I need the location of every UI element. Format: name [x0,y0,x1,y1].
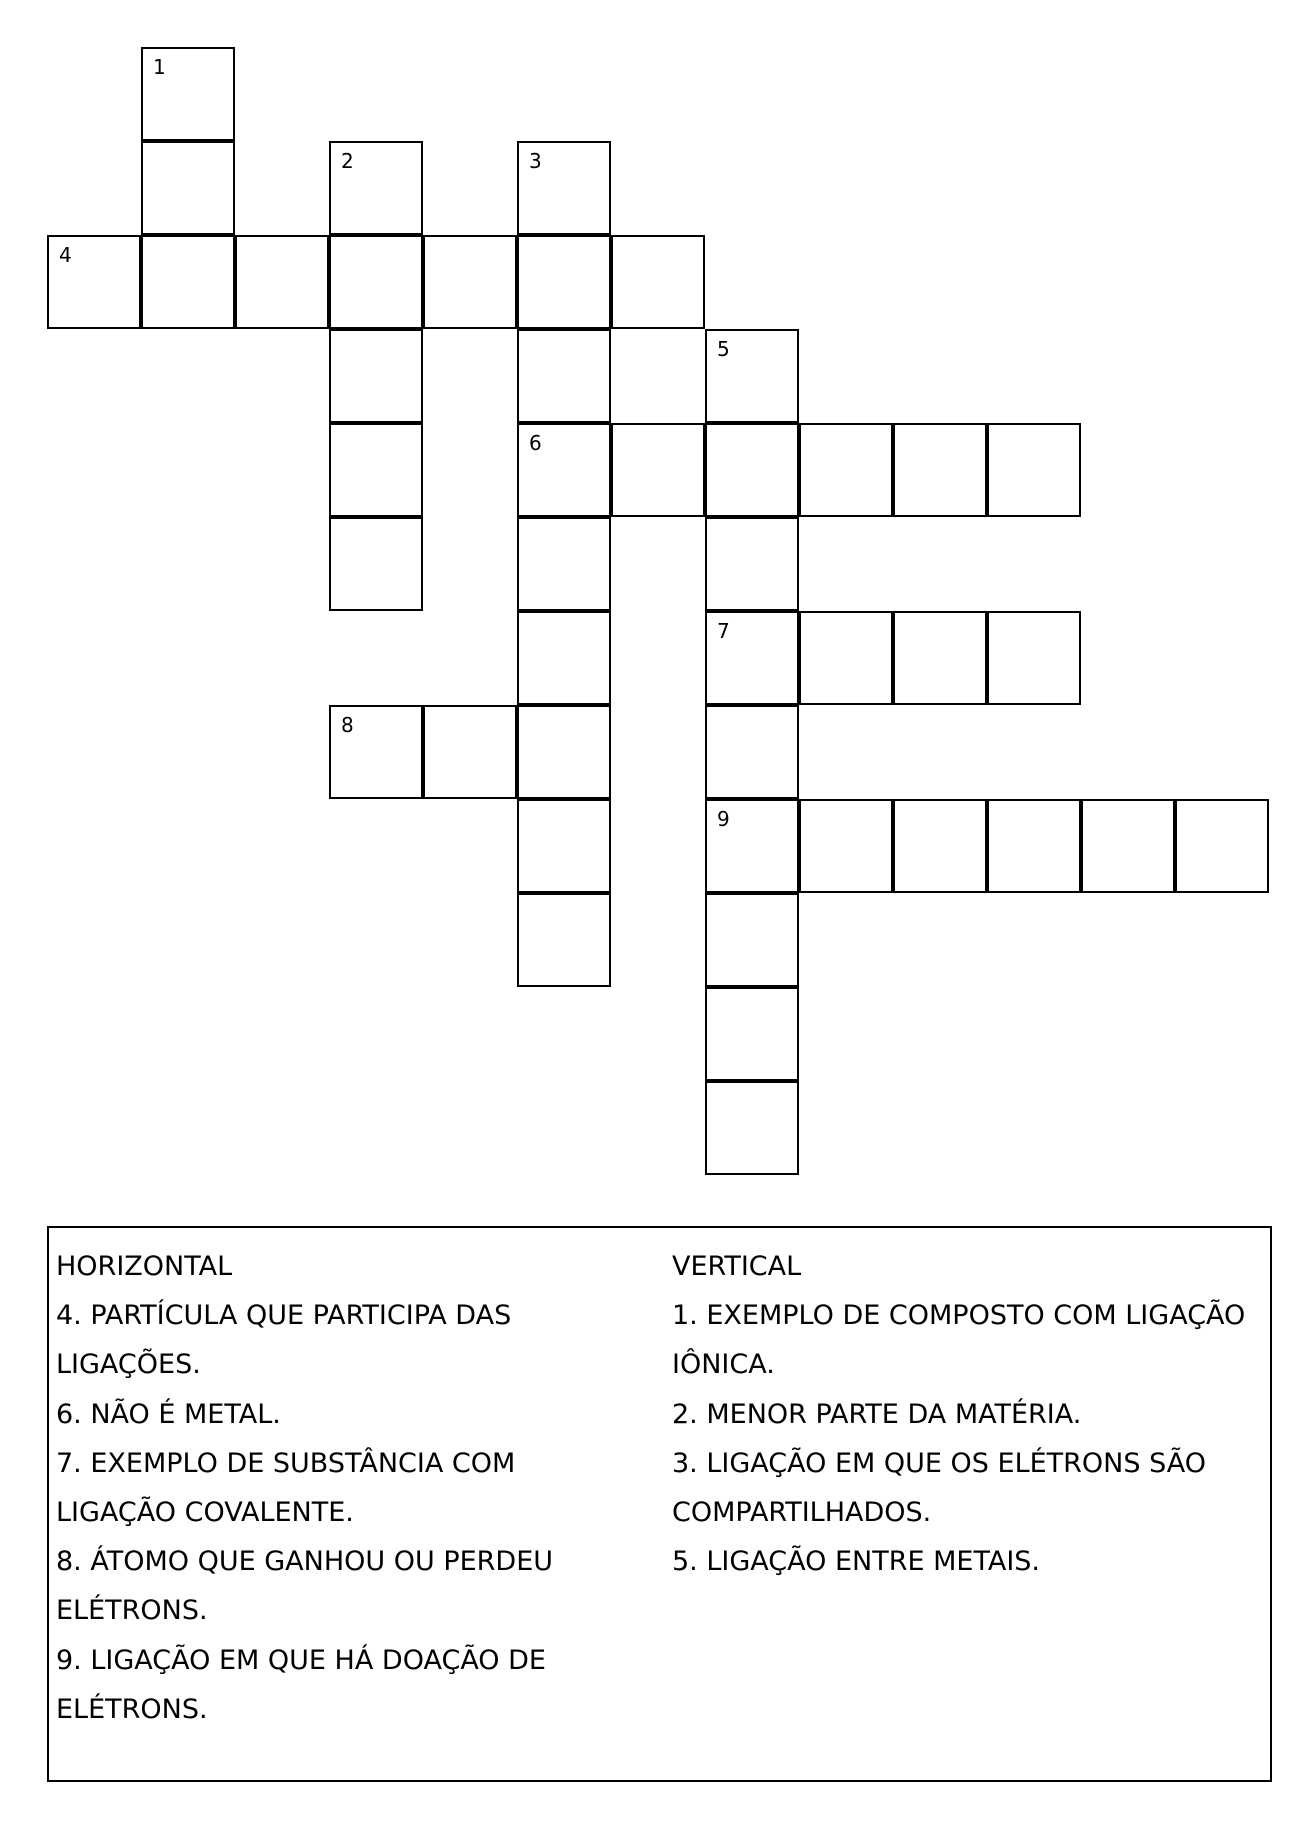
clue-vertical-1 [672,1291,1267,1389]
clue-number-8: 8 [341,713,354,737]
clue-text: LIGAÇÕES. [56,1349,201,1381]
crossword-cell[interactable] [517,141,611,235]
crossword-cell[interactable] [423,705,517,799]
horizontal-clues [56,1242,656,1734]
crossword-cell[interactable] [799,799,893,893]
crossword-cell[interactable] [987,611,1081,705]
crossword-cell[interactable] [141,47,235,141]
clues-box [47,1226,1272,1782]
crossword-cell[interactable] [517,611,611,705]
crossword-cell[interactable] [1081,799,1175,893]
clue-number-7: 7 [717,619,730,643]
clue-vertical-5 [672,1537,1267,1586]
crossword-cell[interactable] [329,329,423,423]
clue-vertical-3 [672,1439,1267,1537]
crossword-cell[interactable] [329,423,423,517]
clue-horizontal-7 [56,1439,656,1537]
clue-vertical-2 [672,1390,1267,1439]
crossword-cell[interactable] [329,517,423,611]
crossword-cell[interactable] [329,235,423,329]
vertical-heading: VERTICAL [672,1251,802,1282]
crossword-cell[interactable] [235,235,329,329]
crossword-cell[interactable] [705,987,799,1081]
crossword-cell[interactable] [705,705,799,799]
crossword-cell[interactable] [705,329,799,423]
clue-number-5: 5 [717,337,730,361]
crossword-cell[interactable] [141,235,235,329]
clue-number-1: 1 [153,55,166,79]
crossword-cell[interactable] [987,423,1081,517]
crossword-cell[interactable] [517,517,611,611]
crossword-cell[interactable] [517,799,611,893]
crossword-cell[interactable] [517,329,611,423]
clue-text: 3. LIGAÇÃO EM QUE OS ELÉTRONS SÃO [672,1447,1206,1479]
clue-text: 9. LIGAÇÃO EM QUE HÁ DOAÇÃO DE [56,1644,546,1676]
crossword-cell[interactable] [517,705,611,799]
crossword-cell[interactable] [705,799,799,893]
crossword-cell[interactable] [893,799,987,893]
crossword-cell[interactable] [1175,799,1269,893]
clue-text: 1. EXEMPLO DE COMPOSTO COM LIGAÇÃO [672,1300,1246,1332]
crossword-cell[interactable] [799,611,893,705]
crossword-cell[interactable] [705,611,799,705]
clue-horizontal-9 [56,1636,656,1734]
crossword-cell[interactable] [517,893,611,987]
crossword-cell[interactable] [893,423,987,517]
clue-horizontal-6 [56,1390,656,1439]
crossword-cell[interactable] [705,1081,799,1175]
clue-text: 8. ÁTOMO QUE GANHOU OU PERDEU [56,1546,554,1578]
crossword-cell[interactable] [423,235,517,329]
clue-text: 5. LIGAÇÃO ENTRE METAIS. [672,1546,1041,1578]
clue-number-3: 3 [529,149,542,173]
crossword-cell[interactable] [705,423,799,517]
crossword-cell[interactable] [799,423,893,517]
crossword-cell[interactable] [611,423,705,517]
clue-number-2: 2 [341,149,354,173]
clue-horizontal-8 [56,1537,656,1635]
clue-text: 7. EXEMPLO DE SUBSTÂNCIA COM [56,1447,516,1479]
clue-number-9: 9 [717,807,730,831]
clue-number-4: 4 [59,243,72,267]
clue-text: 4. PARTÍCULA QUE PARTICIPA DAS [56,1300,512,1332]
clue-text: ELÉTRONS. [56,1693,208,1725]
crossword-cell[interactable] [705,517,799,611]
crossword-cell[interactable] [47,235,141,329]
clue-text: 2. MENOR PARTE DA MATÉRIA. [672,1398,1082,1430]
clue-text: LIGAÇÃO COVALENTE. [56,1497,354,1529]
crossword-cell[interactable] [611,235,705,329]
clue-text: ELÉTRONS. [56,1595,208,1627]
crossword-cell[interactable] [517,235,611,329]
crossword-cell[interactable] [893,611,987,705]
crossword-cell[interactable] [141,141,235,235]
crossword-cell[interactable] [329,141,423,235]
vertical-clues [672,1242,1267,1586]
crossword-cell[interactable] [329,705,423,799]
horizontal-heading: HORIZONTAL [56,1251,233,1282]
crossword-cell[interactable] [705,893,799,987]
clue-number-6: 6 [529,431,542,455]
clue-horizontal-4 [56,1291,656,1389]
crossword-cell[interactable] [987,799,1081,893]
clue-text: COMPARTILHADOS. [672,1497,932,1529]
clue-text: IÔNICA. [672,1349,775,1381]
clue-text: 6. NÃO É METAL. [56,1398,281,1430]
crossword-cell[interactable] [517,423,611,517]
